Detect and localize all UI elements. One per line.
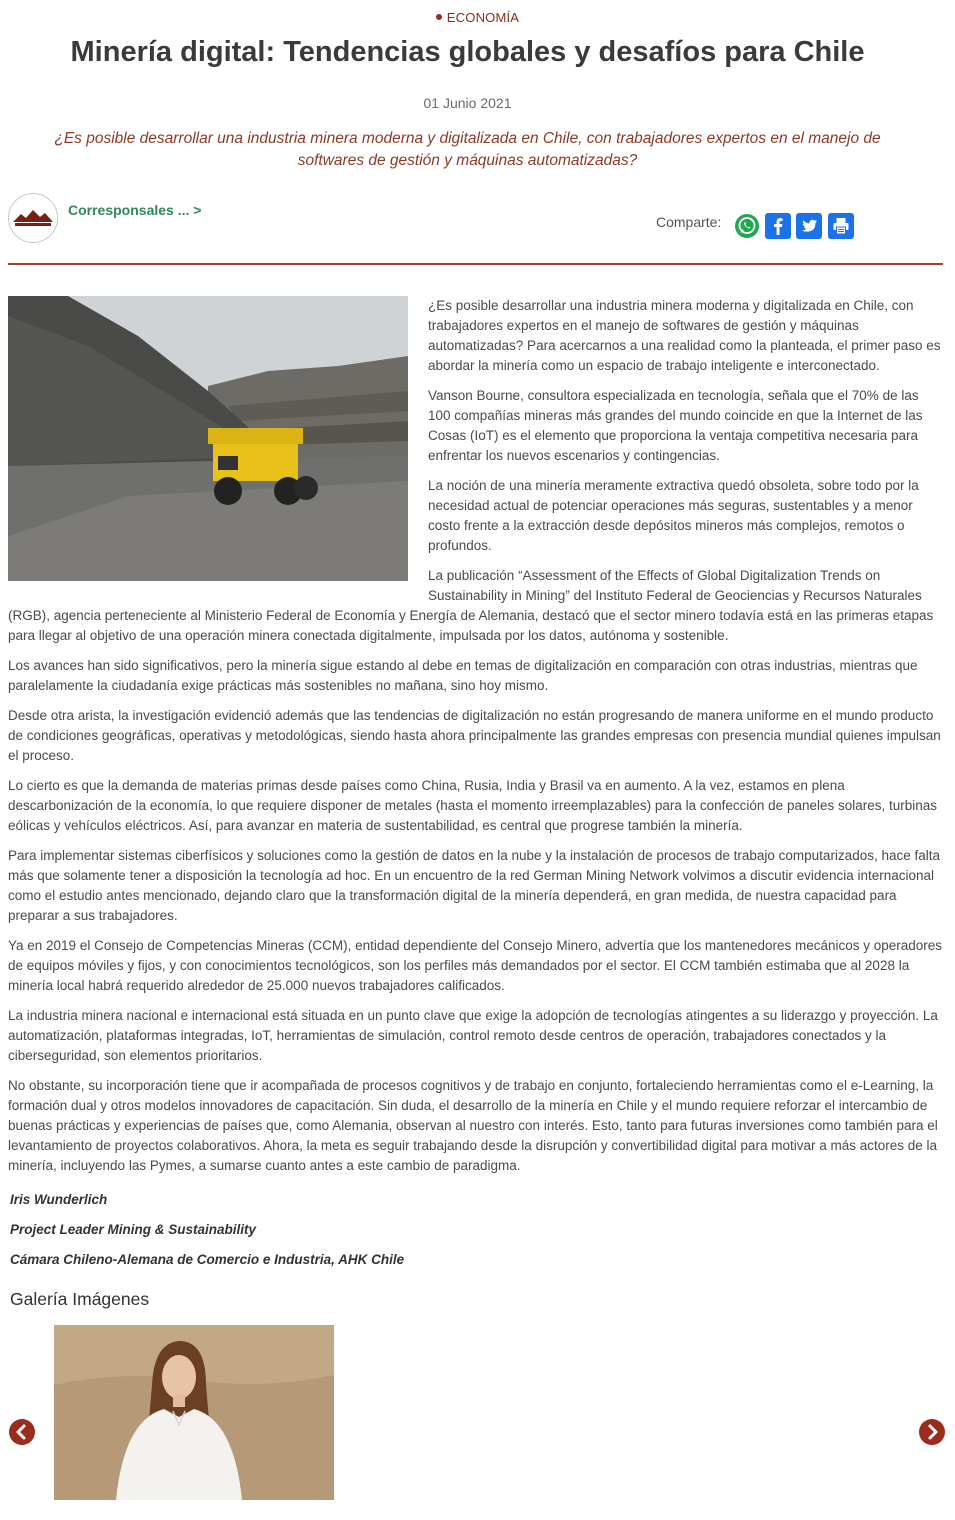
- header-divider: [8, 263, 943, 265]
- page-title: Minería digital: Tendencias globales y desafíos para Chile: [70, 36, 865, 68]
- article-lead: ¿Es posible desarrollar una industria minera moderna y digitalizada en Chile, con trabajadores expertos en el manejo de softwares de gestión y máquinas automatizadas?: [54, 130, 881, 169]
- twitter-share-button[interactable]: [796, 213, 822, 239]
- publication-logo-icon: [9, 194, 57, 242]
- print-button[interactable]: [828, 213, 854, 239]
- article-paragraph: Vanson Bourne, consultora especializada en tecnología, señala que el 70% de las 100 compañías mineras más grandes del mundo coincide en que la Internet de las Cosas (IoT) es el elemento que proporciona la ventaja competitiva necesaria para enfrentar los nuevos escenarios y contingencias.: [428, 388, 923, 463]
- article-paragraph: Ya en 2019 el Consejo de Competencias Mineras (CCM), entidad dependiente del Consejo Minero, advertía que los mantenedores mecánicos y operadores de equipos móviles y fijos, y con conocimientos tecnológicos, son los perfiles más demandados por el sector. El CCM también estimaba que al 2028 la minería local habrá requerido alrededor de 25.000 nuevos trabajadores calificados.: [8, 938, 943, 993]
- whatsapp-share-button[interactable]: [734, 213, 760, 239]
- article-paragraph: La publicación “Assessment of the Effects of Global Digitalization Trends on Sustainability in Mining” del Instituto Federal de Geociencias y Recursos Naturales (RGB), agencia perteneciente al Ministerio Federal de Economía y Energía de Alemania, destacó que el sector minero todavía está en las primeras etapas para llegar al objetivo de una operación minera conectada digitalmente, impulsada por los datos, autónoma y sostenible.: [8, 568, 934, 643]
- mining-truck-image: [8, 296, 408, 581]
- signature-name: Iris Wunderlich: [10, 1192, 108, 1207]
- article-paragraph: Lo cierto es que la demanda de materias primas desde países como China, Rusia, India y Brasil va en aumento. A la vez, estamos en plena descarbonización de la economía, lo que requiere disponer de metales (hasta el momento irreemplazables) para la confección de paneles solares, turbinas eólicas y vehículos eléctricos. Así, para avanzar en materia de sustentabilidad, es central que progrese también la minería.: [8, 778, 938, 833]
- author-avatar[interactable]: [8, 193, 58, 243]
- chevron-left-icon: [9, 1419, 35, 1445]
- article-paragraph: La industria minera nacional e internacional está situada en un punto clave que exige la adopción de tecnologías atingentes a su liderazgo y proyección. La automatización, plataformas integradas, IoT, herramientas de simulación, control remoto desde centros de operación, trabajadores conectados y la ciberseguridad, son elementos prioritarios.: [8, 1008, 938, 1063]
- facebook-icon: [765, 213, 791, 239]
- author-signature: [10, 1190, 404, 1280]
- facebook-share-button[interactable]: [765, 213, 791, 239]
- article-paragraph: ¿Es posible desarrollar una industria minera moderna y digitalizada en Chile, con trabajadores expertos en el manejo de softwares de gestión y máquinas automatizadas? Para acercarnos a una realidad como la planteada, el primer paso es abordar la minería como un espacio de trabajo inteligente e interconectado.: [428, 298, 941, 373]
- whatsapp-icon: [734, 213, 760, 239]
- category-text[interactable]: ECONOMÍA: [446, 10, 520, 25]
- gallery-title: Galería Imágenes: [10, 1289, 150, 1309]
- gallery-prev-button[interactable]: [9, 1419, 35, 1445]
- article-paragraph: Desde otra arista, la investigación evidenció además que las tendencias de digitalización no están progresando de manera uniforme en el mundo producto de condiciones geográficas, operativas y metodológicas, siendo hasta ahora principalmente las grandes empresas con presencia mundial quienes impulsan el proceso.: [8, 708, 941, 763]
- print-icon: [828, 213, 854, 239]
- signature-role: Project Leader Mining & Sustainability: [10, 1222, 257, 1237]
- publish-date: 01 Junio 2021: [423, 95, 512, 111]
- article-paragraph: No obstante, su incorporación tiene que ir acompañada de procesos cognitivos y de trabajo en conjunto, fortaleciendo herramientas como el e-Learning, la formación dual y otros modelos innovadores de capacitación. Sin duda, el desarrollo de la minería en Chile y el mundo requiere reforzar el intercambio de buenas prácticas y experiencias de países que, como Alemania, observan al nuestro con interés. Esto, tanto para futuras inversiones como también para el levantamiento de proyectos colaborativos. Ahora, la meta es seguir trabajando desde la disrupción y convertibilidad digital para motivar a más actores de la minería, incluyendo las Pymes, a sumarse cuanto antes a este cambio de paradigma.: [8, 1078, 938, 1173]
- portrait-image: [54, 1325, 334, 1500]
- chevron-right-icon: [919, 1419, 945, 1445]
- article-paragraph: La noción de una minería meramente extractiva quedó obsoleta, sobre todo por la necesidad actual de potenciar operaciones más seguras, sustentables y a menor costo frente a la extracción desde depósitos mineros más complejos, remotos o profundos.: [428, 478, 919, 553]
- twitter-icon: [796, 213, 822, 239]
- signature-organization: Cámara Chileno-Alemana de Comercio e Industria, AHK Chile: [10, 1252, 405, 1267]
- article-body: [8, 296, 943, 1186]
- gallery-image[interactable]: [54, 1325, 334, 1500]
- article-paragraph: Los avances han sido significativos, pero la minería sigue estando al debe en temas de digitalización en comparación con otras industrias, mientras que paralelamente la ciudadanía exige prácticas más sostenibles no mañana, sino hoy mismo.: [8, 658, 918, 693]
- hero-image: [8, 296, 408, 581]
- category-dot-icon: [436, 14, 442, 20]
- gallery-next-button[interactable]: [919, 1419, 945, 1445]
- article-paragraph: Para implementar sistemas ciberfísicos y soluciones como la gestión de datos en la nube y la instalación de procesos de trabajo computarizados, hace falta más que solamente tener a disposición la tecnología ad hoc. En un encuentro de la red German Mining Network volvimos a discutir evidencia internacional como el estudio antes mencionado, dejando claro que la transformación digital de la minería dependerá, en gran medida, de nuestra capacidad para preparar a sus trabajadores.: [8, 848, 941, 923]
- category-label[interactable]: [0, 10, 955, 25]
- author-link[interactable]: Corresponsales ... >: [68, 202, 202, 218]
- share-label: Comparte:: [656, 214, 722, 230]
